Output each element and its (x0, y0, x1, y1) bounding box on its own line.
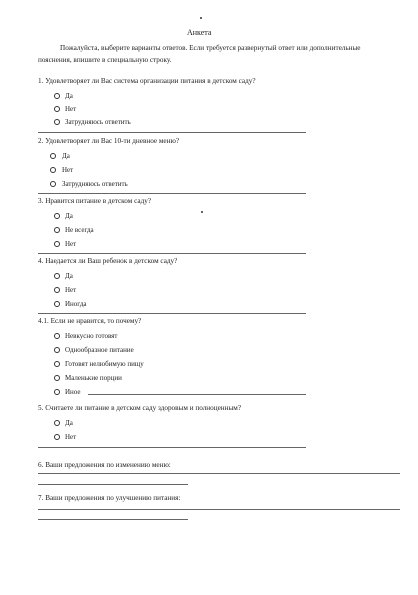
radio-q2-no[interactable] (50, 167, 56, 173)
radio-q4-no[interactable] (54, 287, 60, 293)
question-2: 2. Удовлетворяет ли Вас 10-ти дневное меню? (38, 137, 180, 145)
option-label: Маленькие порции (65, 374, 122, 382)
radio-q3-no[interactable] (54, 241, 60, 247)
option-label: Не всегда (65, 226, 94, 234)
option-label: Да (62, 152, 70, 160)
separator-line (38, 447, 306, 448)
radio-q2-yes[interactable] (50, 153, 56, 159)
scan-speck (200, 17, 202, 19)
radio-q2-unsure[interactable] (50, 181, 56, 187)
radio-q4-sometimes[interactable] (54, 301, 60, 307)
scan-speck (201, 211, 203, 213)
separator-line (38, 313, 306, 314)
option-label: Однообразное питание (65, 346, 134, 354)
option-label: Невкусно готовят (65, 332, 118, 340)
answer-line[interactable] (38, 519, 188, 520)
option-label: Затрудняюсь ответить (62, 180, 128, 188)
option-label: Нет (65, 240, 77, 248)
form-title: Анкета (187, 28, 212, 37)
radio-q3-sometimes[interactable] (54, 227, 60, 233)
question-6: 6. Ваши предложения по изменению меню: (38, 461, 171, 469)
separator-line (38, 193, 306, 194)
answer-line[interactable] (38, 484, 188, 485)
radio-q41-other[interactable] (54, 389, 60, 395)
option-label: Да (65, 272, 73, 280)
radio-q5-yes[interactable] (54, 420, 60, 426)
question-7: 7. Ваши предложения по улучшению питания: (38, 494, 181, 502)
separator-line (38, 253, 306, 254)
radio-q41-monotonous[interactable] (54, 347, 60, 353)
radio-q41-small-portions[interactable] (54, 375, 60, 381)
option-label: Нет (65, 105, 77, 113)
radio-q41-tasteless[interactable] (54, 333, 60, 339)
form-intro: Пожалуйста, выберите варианты ответов. Если требуется развернутый ответ или дополнительные пояснения, впишите в специальную строку. (38, 44, 361, 64)
radio-q4-yes[interactable] (54, 273, 60, 279)
option-label: Нет (62, 166, 74, 174)
option-label: Иное (65, 388, 81, 396)
radio-q1-unsure[interactable] (54, 119, 60, 125)
option-label: Готовят нелюбимую пищу (65, 360, 144, 368)
question-3: 3. Нравится питание в детском саду? (38, 197, 152, 205)
answer-line[interactable] (38, 509, 400, 510)
option-label: Да (65, 92, 73, 100)
question-5: 5. Считаете ли питание в детском саду здоровым и полноценным? (38, 404, 242, 412)
option-label: Нет (65, 286, 77, 294)
option-label: Да (65, 419, 73, 427)
question-1: 1. Удовлетворяет ли Вас система организации питания в детском саду? (38, 77, 256, 85)
radio-q1-yes[interactable] (54, 93, 60, 99)
option-label: Нет (65, 433, 77, 441)
radio-q41-disliked[interactable] (54, 361, 60, 367)
option-label: Иногда (65, 300, 87, 308)
radio-q1-no[interactable] (54, 106, 60, 112)
radio-q5-no[interactable] (54, 434, 60, 440)
question-4-1: 4.1. Если не нравится, то почему? (38, 317, 142, 325)
option-label: Затрудняюсь ответить (65, 118, 131, 126)
answer-line[interactable] (38, 473, 400, 474)
separator-line (38, 132, 306, 133)
radio-q3-yes[interactable] (54, 213, 60, 219)
question-4: 4. Наедается ли Ваш ребенок в детском саду? (38, 257, 178, 265)
option-label: Да (65, 212, 73, 220)
other-answer-line[interactable] (88, 394, 306, 395)
